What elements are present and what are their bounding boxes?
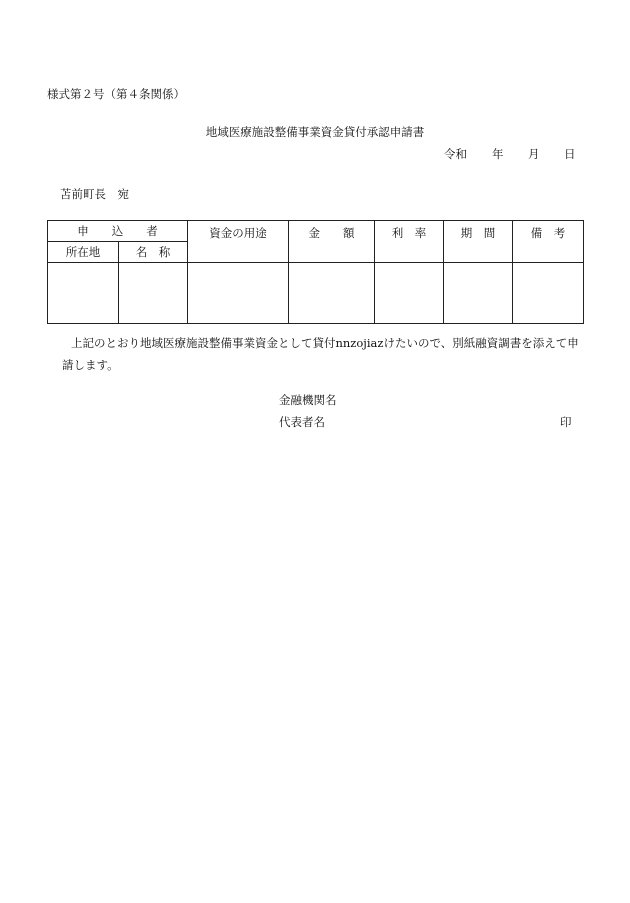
cell-name[interactable] [119, 263, 188, 324]
seal-mark: 印 [560, 415, 572, 429]
cell-location[interactable] [48, 263, 119, 324]
header-remarks: 備 考 [513, 221, 584, 263]
addressee: 苫前町長 宛 [60, 187, 129, 201]
body-text-line2: 請します。 [62, 358, 119, 372]
cell-remarks[interactable] [513, 263, 584, 324]
body-text-line1: 上記のとおり地域医療施設整備事業資金として貸付nnzojiazけたいので、別紙融資調書を添えて申 [71, 336, 579, 350]
date-month: 月 [528, 147, 540, 161]
form-number: 様式第２号（第４条関係） [47, 87, 185, 101]
header-purpose: 資金の用途 [188, 221, 289, 263]
cell-interest[interactable] [375, 263, 444, 324]
representative-label: 代表者名 [279, 415, 325, 429]
header-interest: 利 率 [375, 221, 444, 263]
cell-amount[interactable] [289, 263, 375, 324]
header-period: 期 間 [444, 221, 513, 263]
cell-period[interactable] [444, 263, 513, 324]
date-day: 日 [564, 147, 576, 161]
date-year: 年 [492, 147, 504, 161]
application-table [47, 220, 584, 324]
date-era: 令和 [444, 147, 467, 161]
header-amount: 金 額 [289, 221, 375, 263]
header-name: 名 称 [119, 242, 188, 263]
header-applicant: 申 込 者 [48, 221, 188, 242]
body-text [62, 332, 586, 376]
date-line [444, 146, 576, 162]
institution-label: 金融機関名 [279, 393, 337, 407]
header-location: 所在地 [48, 242, 119, 263]
cell-purpose[interactable] [188, 263, 289, 324]
document-title: 地域医療施設整備事業資金貸付承認申請書 [205, 125, 425, 139]
